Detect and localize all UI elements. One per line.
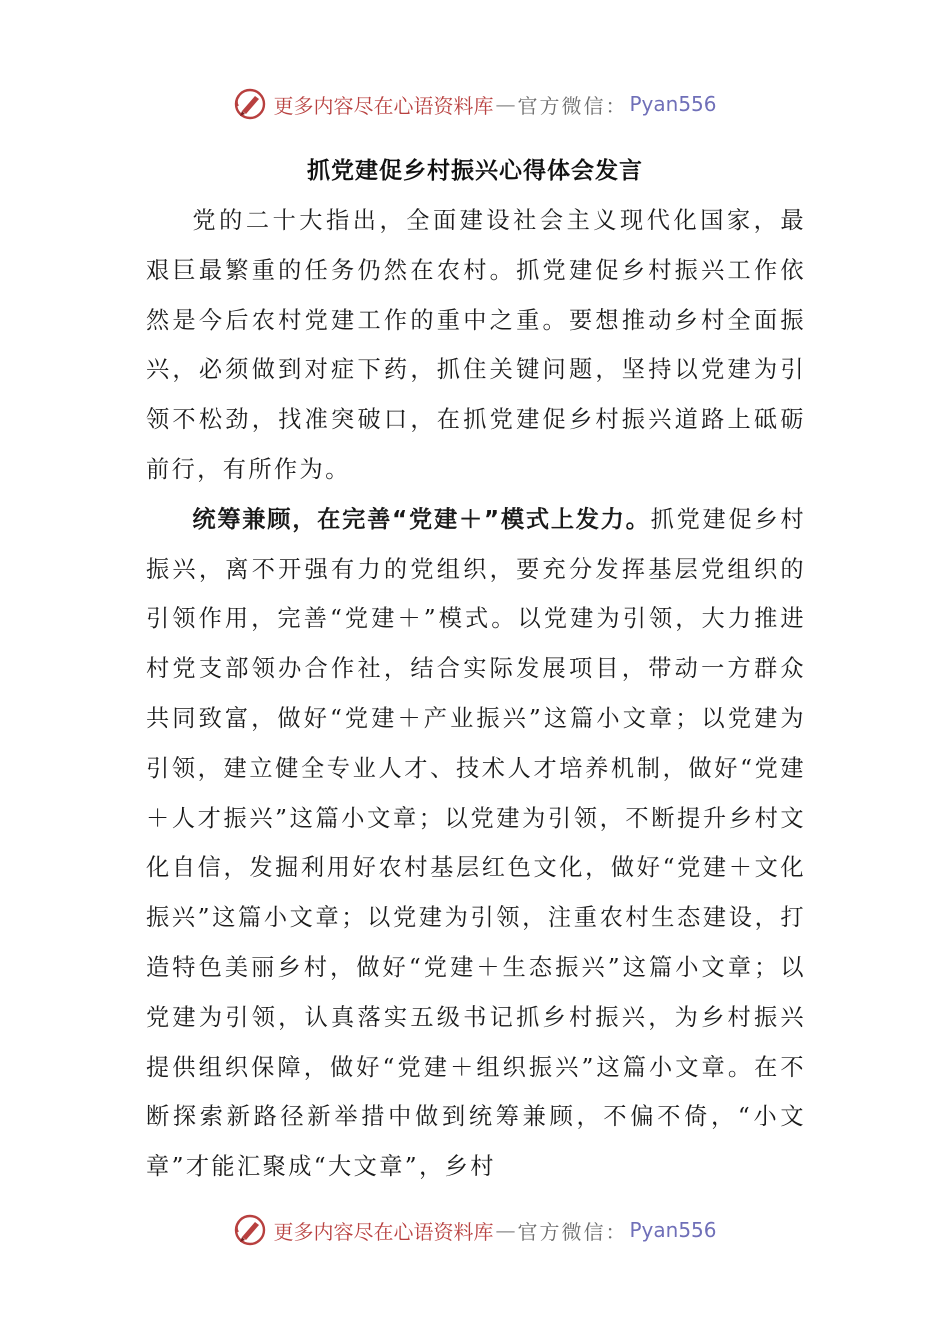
watermark-account: Pyan556 [629,1218,717,1242]
pen-circle-logo-icon [233,87,267,121]
paragraph-intro-text: 党的二十大指出，全面建设社会主义现代化国家，最艰巨最繁重的任务仍然在农村。抓党建促乡村振兴工作依然是今后农村党建工作的重中之重。要想推动乡村全面振兴，必须做到对症下药，抓住关键问题，坚持以党建为引领不松劲，找准突破口，在抓党建促乡村振兴道路上砥砺前行，有所作为。 [146,207,806,483]
watermark-site-text: 更多内容尽在心语资料库 [273,93,494,118]
watermark-site-text: 更多内容尽在心语资料库 [273,1219,494,1244]
paragraph-intro [146,196,806,495]
pen-circle-logo-icon [233,1213,267,1247]
paragraph-party-plus-text: 抓党建促乡村振兴，离不开强有力的党组织，要充分发挥基层党组织的引领作用，完善“党建＋”模式。以党建为引领，大力推进村党支部领办合作社，结合实际发展项目，带动一方群众共同致富，做好“党建＋产业振兴”这篇小文章；以党建为引领，建立健全专业人才、技术人才培养机制，做好“党建＋人才振兴”这篇小文章；以党建为引领，不断提升乡村文化自信，发掘利用好农村基层红色文化，做好“党建＋文化振兴”这篇小文章；以党建为引领，注重农村生态建设，打造特色美丽乡村，做好“党建＋生态振兴”这篇小文章；以党建为引领，认真落实五级书记抓乡村振兴，为乡村振兴提供组织保障，做好“党建＋组织振兴”这篇小文章。在不断探索新路径新举措中做到统筹兼顾，不偏不倚，“小文章”才能汇聚成“大文章”，乡村 [146,505,807,1181]
watermark-official-label: 官方微信： [517,93,628,118]
watermark-account: Pyan556 [629,92,717,116]
watermark-separator: — [495,92,516,116]
watermark-official-label: 官方微信： [517,1219,628,1244]
paragraph-party-plus [146,495,806,1192]
watermark-header [0,84,950,124]
watermark-separator: — [495,1218,516,1242]
watermark-footer [0,1210,950,1250]
paragraph-party-plus-lead: 统筹兼顾，在完善“党建＋”模式上发力。 [192,505,651,533]
document-body [146,196,806,1192]
document-title: 抓党建促乡村振兴心得体会发言 [307,158,643,184]
